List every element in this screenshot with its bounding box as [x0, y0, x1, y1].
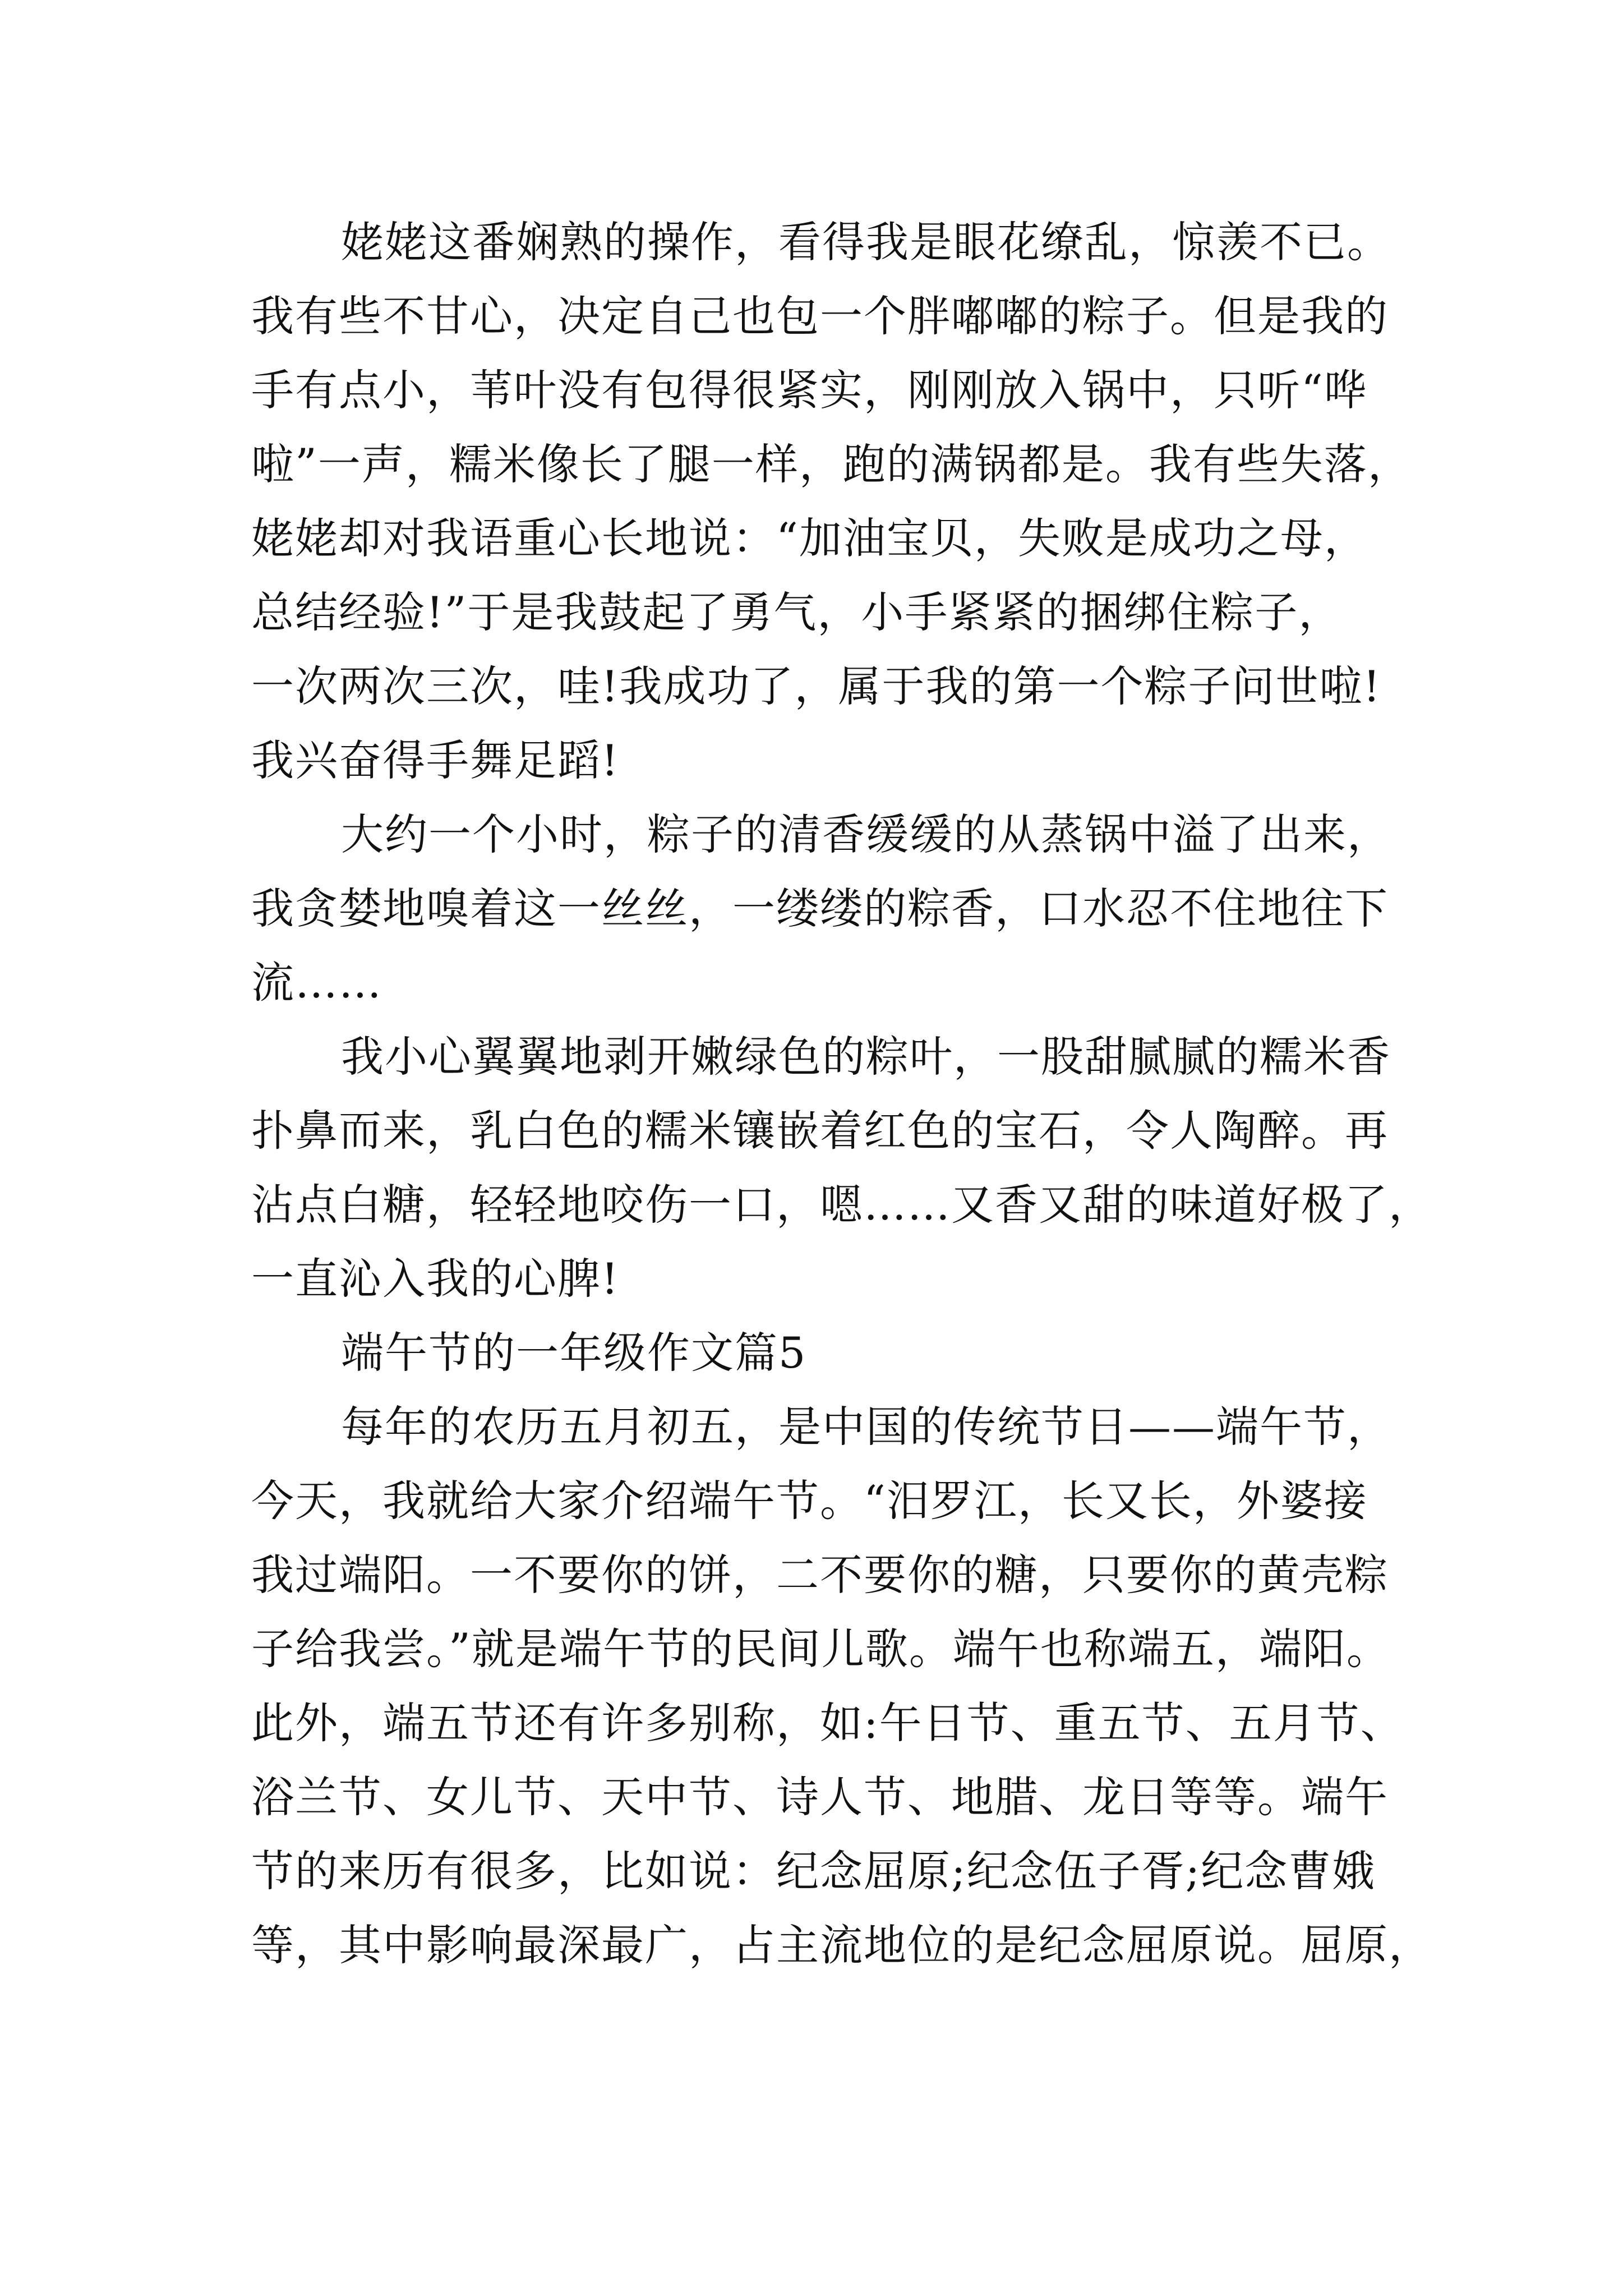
text-line: 我有些不甘心，决定自己也包一个胖嘟嘟的粽子。但是我的	[251, 291, 1389, 341]
text-line: 总结经验!”于是我鼓起了勇气，小手紧紧的捆绑住粽子，	[251, 587, 1343, 637]
text-line: 每年的农历五月初五，是中国的传统节日——端午节，	[341, 1402, 1391, 1452]
text-line: 我贪婪地嗅着这一丝丝，一缕缕的粽香，口水忍不住地往下	[251, 884, 1389, 933]
text-line: 一次两次三次，哇!我成功了，属于我的第一个粽子问世啦!	[251, 661, 1382, 711]
text-line: 此外，端五节还有许多别称，如:午日节、重五节、五月节、	[251, 1698, 1404, 1748]
text-line: 浴兰节、女儿节、天中节、诗人节、地腊、龙日等等。端午	[251, 1772, 1389, 1822]
text-line: 今天，我就给大家介绍端午节。“汨罗江，长又长，外婆接	[251, 1476, 1368, 1526]
paragraph-3	[251, 1020, 1432, 1316]
text-line: 手有点小，苇叶没有包得很紧实，刚刚放入锅中，只听“哗	[251, 365, 1368, 415]
text-line: 等，其中影响最深最广，占主流地位的是纪念屈原说。屈原，	[251, 1920, 1432, 1970]
text-line: 姥姥这番娴熟的操作，看得我是眼花缭乱，惊羡不已。	[341, 217, 1391, 267]
text-line: 我小心翼翼地剥开嫩绿色的粽叶，一股甜腻腻的糯米香	[341, 1032, 1391, 1082]
section-heading	[251, 1316, 1407, 1390]
section-title: 端午节的一年级作文篇5	[341, 1328, 807, 1378]
text-line: 姥姥却对我语重心长地说：“加油宝贝，失败是成功之母，	[251, 513, 1368, 563]
text-line: 一直沁入我的心脾!	[251, 1254, 620, 1304]
paragraph-5	[251, 1390, 1432, 1982]
document-body	[251, 205, 1432, 1982]
paragraph-2	[251, 798, 1407, 1020]
text-line: 子给我尝。”就是端午节的民间儿歌。端午也称端五，端阳。	[251, 1624, 1390, 1674]
text-line: 啦”一声，糯米像长了腿一样，跑的满锅都是。我有些失落，	[251, 439, 1412, 489]
text-line: 沾点白糖，轻轻地咬伤一口，嗯……又香又甜的味道好极了，	[251, 1180, 1432, 1230]
text-line: 我过端阳。一不要你的饼，二不要你的糖，只要你的黄壳粽	[251, 1550, 1389, 1600]
text-line: 流……	[251, 958, 382, 1007]
text-line: 扑鼻而来，乳白色的糯米镶嵌着红色的宝石，令人陶醉。再	[251, 1106, 1389, 1156]
paragraph-1	[251, 205, 1412, 798]
text-line: 我兴奋得手舞足蹈!	[251, 735, 620, 785]
text-line: 大约一个小时，粽子的清香缓缓的从蒸锅中溢了出来，	[341, 809, 1391, 859]
text-line: 节的来历有很多，比如说：纪念屈原;纪念伍子胥;纪念曹娥	[251, 1846, 1376, 1896]
